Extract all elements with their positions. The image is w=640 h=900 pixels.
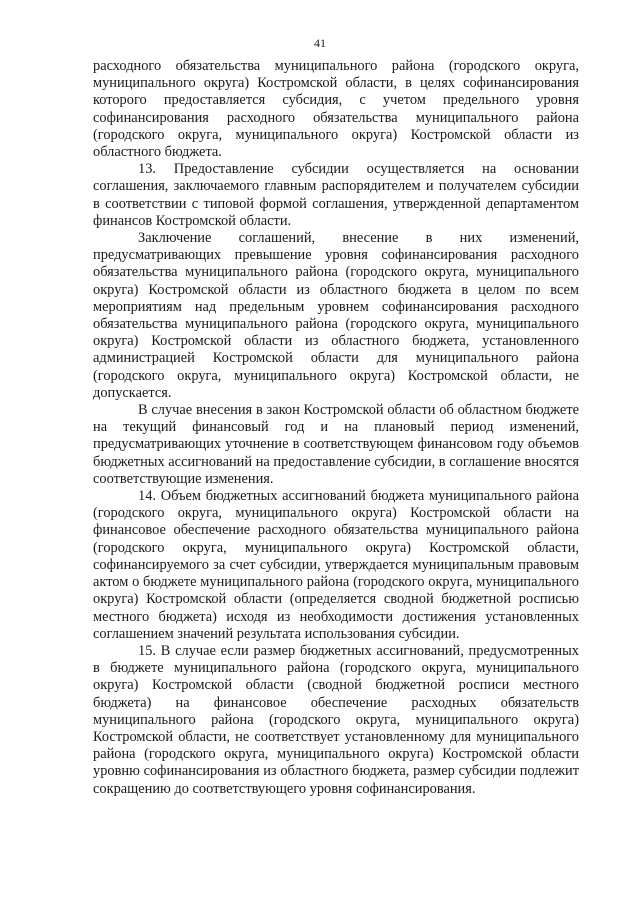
- paragraph-15: 15. В случае если размер бюджетных ассигнований, предусмотренных в бюджете муниципального района (городского округа, муниципального округа) Костромской области (сводной бюджетной росписи местного бюджета) на финансовое обеспечение расходных обязательств муниципального района (городского округа, муниципального округа) Костромской области, не соответствует установленному для муниципального района (городского округа, муниципального округа) Костромской области уровню софинансирования из областного бюджета, размер субсидии подлежит сокращению до соответствующего уровня софинансирования.: [93, 642, 579, 797]
- paragraph-continuation: расходного обязательства муниципального района (городского округа, муниципального округа) Костромской области, в целях софинансирования которого предоставляется субсидия, с учетом предельного уровня софинансирования расходного обязательства муниципального района (городского округа, муниципального округа) Костромской области из областного бюджета.: [93, 58, 579, 161]
- paragraph-13: 13. Предоставление субсидии осуществляется на основании соглашения, заключаемого главным распорядителем и получателем субсидии в соответствии с типовой формой соглашения, утвержденной департаментом финансов Костромской области.: [93, 161, 579, 229]
- page-number: 41: [314, 36, 326, 50]
- paragraph-14: 14. Объем бюджетных ассигнований бюджета муниципального района (городского округа, муниципального округа) Костромской области на финансовое обеспечение расходного обязательства муниципального района (городского округа, муниципального округа) Костромской области, софинансируемого за счет субсидии, утверждается муниципальным правовым актом о бюджете муниципального района (городского округа, муниципального округа) Костромской области (определяется сводной бюджетной росписью местного бюджета) исходя из необходимости достижения установленных соглашением значений результата использования субсидии.: [93, 488, 579, 642]
- paragraph-law-amendments: В случае внесения в закон Костромской области об областном бюджете на текущий финансовый год и на плановый период изменений, предусматривающих уточнение в соответствующем финансовом году объемов бюджетных ассигнований на предоставление субсидии, в соглашение вносятся соответствующие изменения.: [93, 402, 579, 487]
- document-body: [93, 58, 579, 798]
- paragraph-agreements: Заключение соглашений, внесение в них изменений, предусматривающих превышение уровня софинансирования расходного обязательства муниципального района (городского округа, муниципального округа) Костромской области из областного бюджета в целом по всем мероприятиям над предельным уровнем софинансирования расходного обязательства муниципального района (городского округа, муниципального округа) Костромской области из областного бюджета, установленного администрацией Костромской области для муниципального района (городского округа, муниципального округа) Костромской области, не допускается.: [93, 230, 579, 401]
